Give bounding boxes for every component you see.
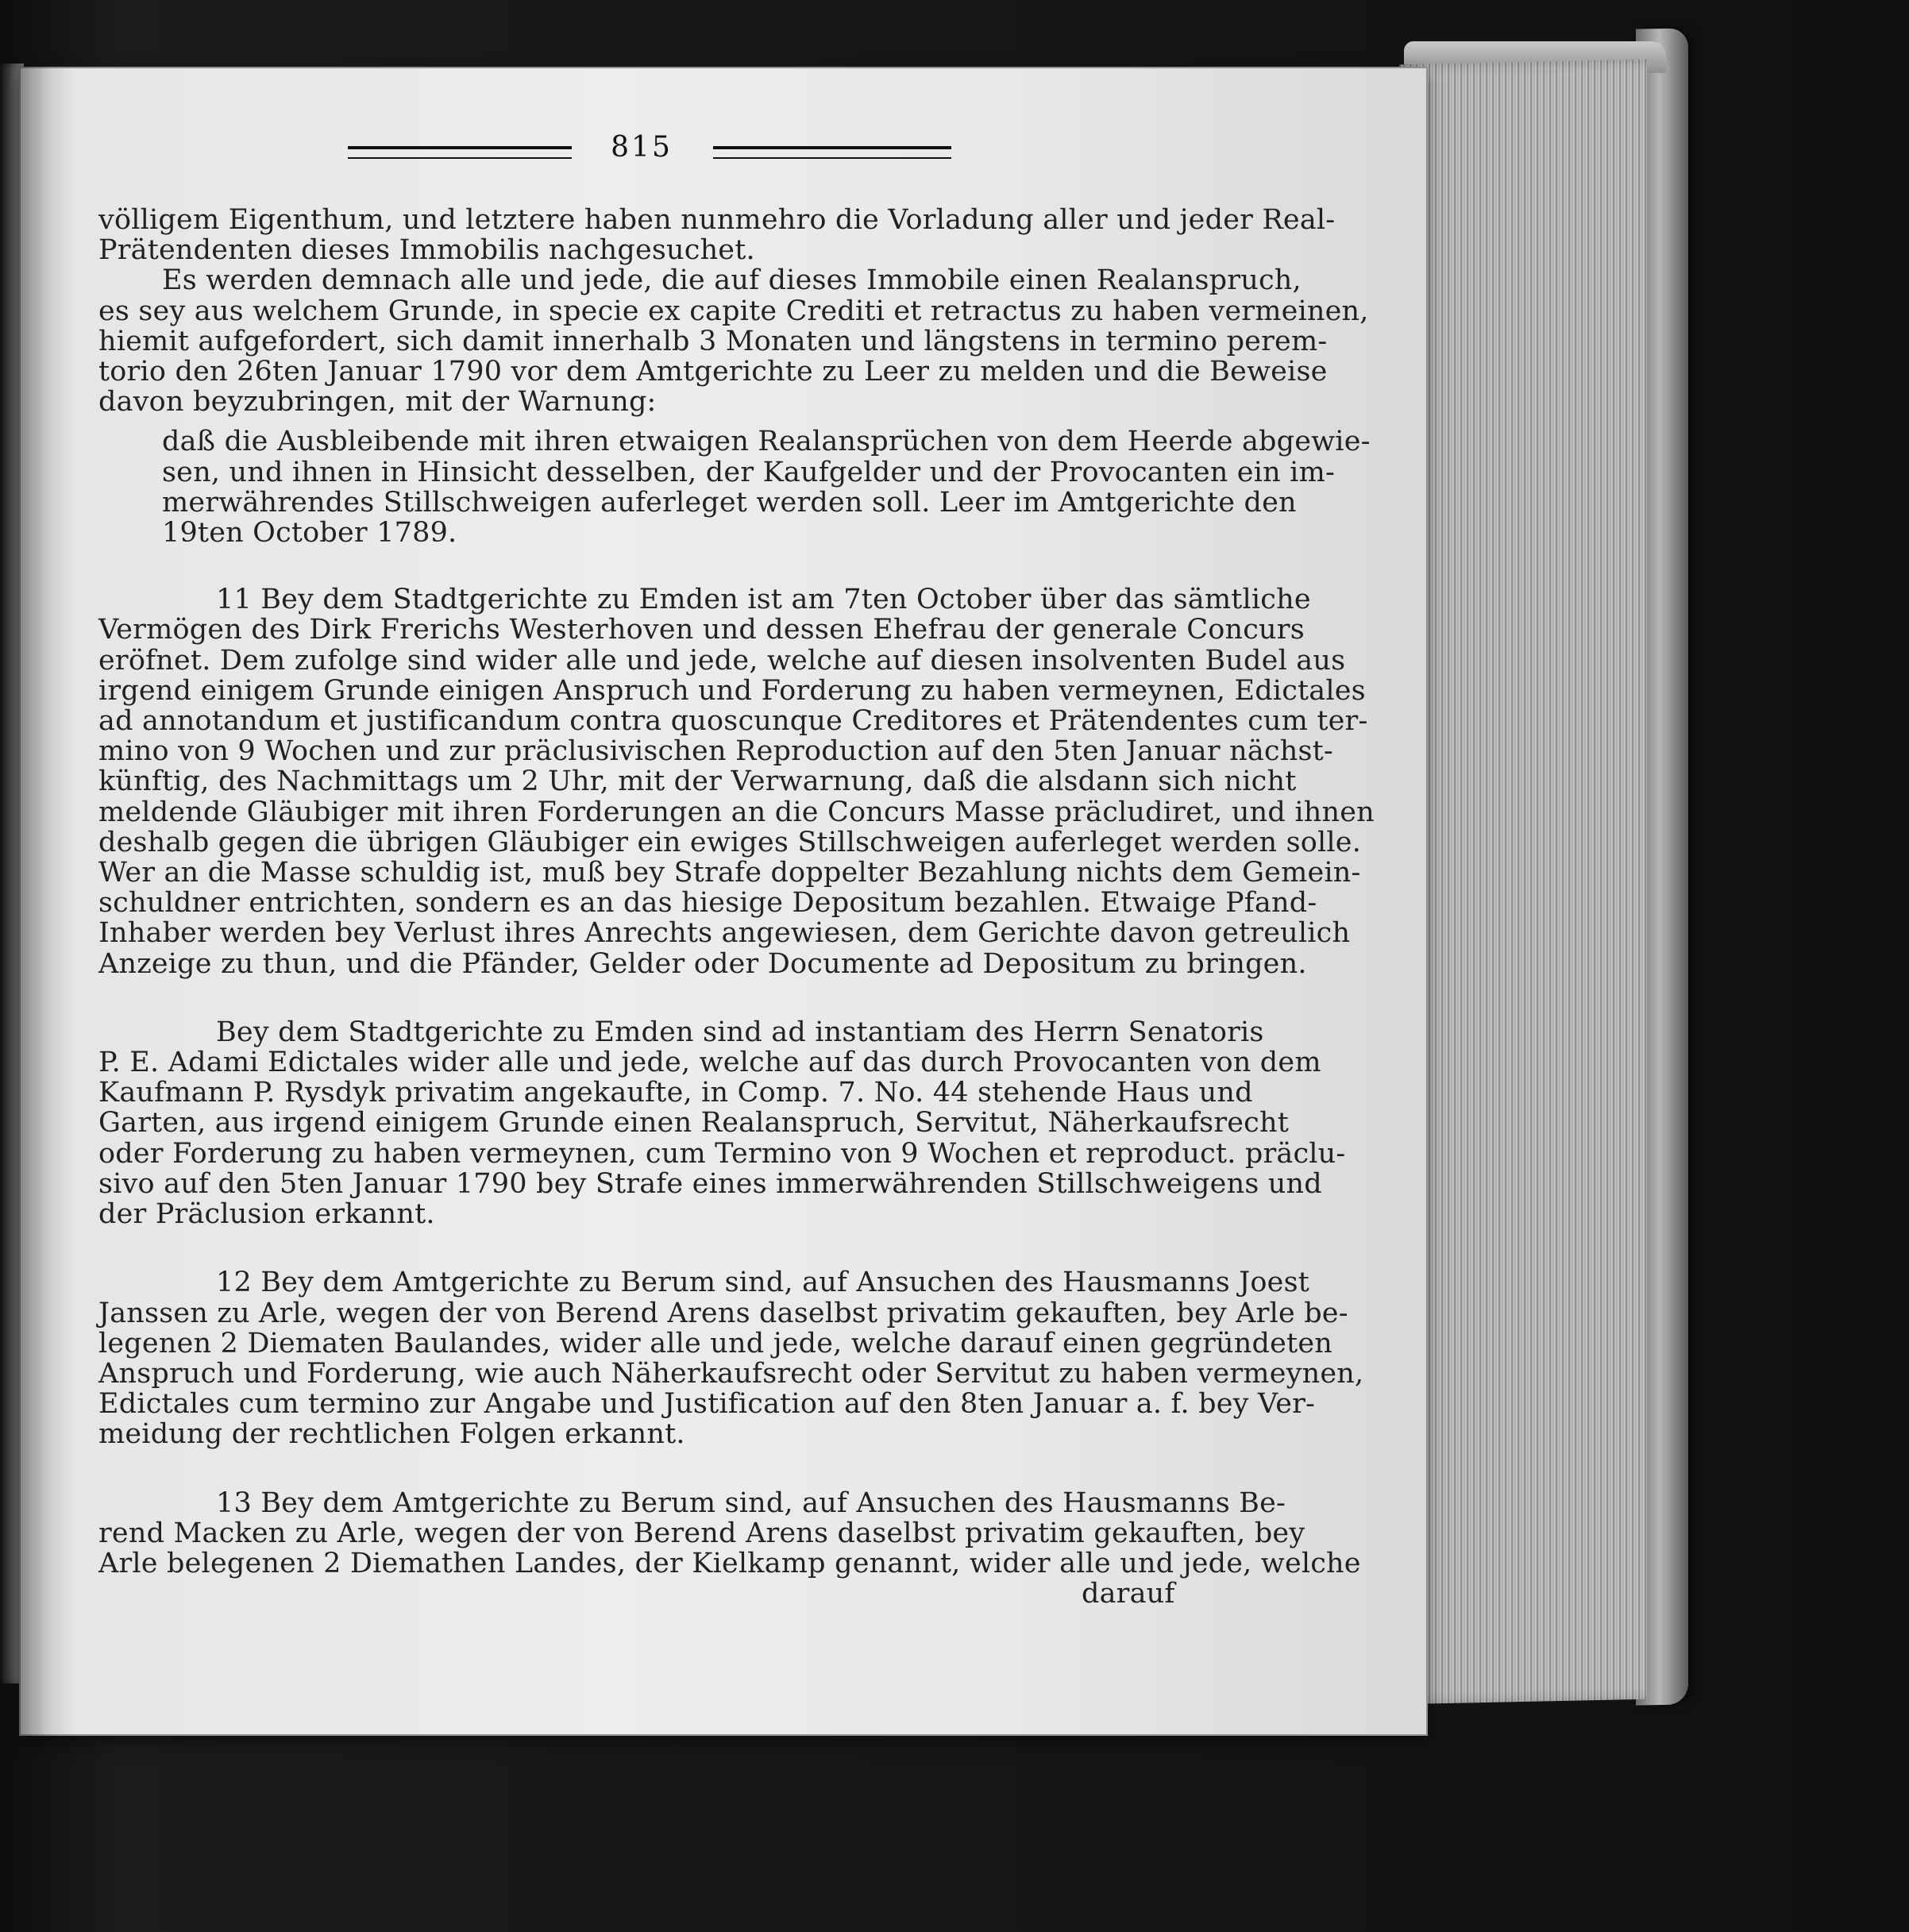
text-line: 19ten October 1789. bbox=[162, 517, 457, 550]
paragraph-spacer bbox=[98, 1229, 1210, 1267]
paragraph-11 bbox=[98, 614, 1375, 980]
text-line: der Präclusion erkannt. bbox=[98, 1198, 435, 1231]
text-line: eröfnet. Dem zufolge sind wider alle und jede, welche auf diesen insolventen Budel aus bbox=[98, 644, 1346, 677]
page-number: 815 bbox=[611, 131, 673, 164]
page-gutter-shadow bbox=[19, 67, 75, 1736]
catchword-text: darauf bbox=[1082, 1578, 1175, 1610]
text-line: ad annotandum et justificandum contra quoscunque Creditores et Prätendentes cum ter- bbox=[98, 705, 1368, 738]
text-line: mino von 9 Wochen und zur präclusivischen Reproduction auf den 5ten Januar nächst- bbox=[98, 735, 1333, 768]
text-line: 11 Bey dem Stadtgerichte zu Emden ist am 7ten October über das sämtliche bbox=[216, 584, 1311, 616]
page-header bbox=[348, 127, 951, 175]
text-line: Inhaber werden bey Verlust ihres Anrechts angewiesen, dem Gerichte davon getreulich bbox=[98, 917, 1351, 950]
text-line: künftig, des Nachmittags um 2 Uhr, mit der Verwarnung, daß die alsdann sich nicht bbox=[98, 765, 1297, 798]
text-line: torio den 26ten Januar 1790 vor dem Amtgerichte zu Leer zu melden und die Beweise bbox=[98, 356, 1328, 388]
paragraph-spacer bbox=[98, 548, 1210, 584]
paragraph-edictales-first-line bbox=[98, 1016, 1264, 1048]
text-line: sen, und ihnen in Hinsicht desselben, der Kaufgelder und der Provocanten ein im- bbox=[162, 456, 1335, 488]
text-line: 12 Bey dem Amtgerichte zu Berum sind, auf Ansuchen des Hausmanns Joest bbox=[216, 1267, 1310, 1299]
text-line: schuldner entrichten, sondern es an das hiesige Depositum bezahlen. Etwaige Pfand- bbox=[98, 887, 1317, 920]
text-line: Bey dem Stadtgerichte zu Emden sind ad instantiam des Herrn Senatoris bbox=[216, 1016, 1264, 1048]
page-body-text bbox=[98, 204, 1375, 1610]
paragraph-spacer bbox=[98, 979, 1210, 1017]
text-line: völligem Eigenthum, und letztere haben nunmehro die Vorladung aller und jeder Real- bbox=[98, 204, 1336, 236]
text-line: davon beyzubringen, mit der Warnung: bbox=[98, 386, 657, 418]
text-line: Garten, aus irgend einigem Grunde einen Realanspruch, Servitut, Näherkaufsrecht bbox=[98, 1107, 1289, 1140]
text-line: legenen 2 Diematen Baulandes, wider alle und jede, welche darauf einen gegründeten bbox=[98, 1327, 1332, 1359]
text-line: es sey aus welchem Grunde, in specie ex capite Crediti et retractus zu haben vermeinen, bbox=[98, 295, 1369, 327]
header-rule-left bbox=[348, 146, 572, 159]
paragraph-13-first-line bbox=[98, 1487, 1286, 1519]
text-line: rend Macken zu Arle, wegen der von Berend Arens daselbst privatim gekauften, bey bbox=[98, 1517, 1305, 1549]
paragraph-summons bbox=[98, 264, 1302, 297]
text-line: sivo auf den 5ten Januar 1790 bey Strafe eines immerwährenden Stillschweigens und bbox=[98, 1167, 1322, 1200]
text-line: Edictales cum termino zur Angabe und Justification auf den 8ten Januar a. f. bey Ver- bbox=[98, 1388, 1316, 1421]
text-line: Anspruch und Forderung, wie auch Näherkaufsrecht oder Servitut zu haben vermeynen, bbox=[98, 1357, 1364, 1390]
text-line: Kaufmann P. Rysdyk privatim angekaufte, in Comp. 7. No. 44 stehende Haus und bbox=[98, 1077, 1253, 1109]
paragraph-warning bbox=[98, 426, 1371, 550]
paragraph-spacer bbox=[98, 1450, 1210, 1488]
text-line: 13 Bey dem Amtgerichte zu Berum sind, auf Ansuchen des Hausmanns Be- bbox=[216, 1487, 1286, 1519]
text-line: Arle belegenen 2 Diemathen Landes, der Kielkamp genannt, wider alle und jede, welche bbox=[98, 1547, 1361, 1579]
paragraph-edictales bbox=[98, 1047, 1346, 1231]
text-line: Es werden demnach alle und jede, die auf dieses Immobile einen Realanspruch, bbox=[162, 264, 1302, 297]
text-line: irgend einigem Grunde einigen Anspruch und Forderung zu haben vermeynen, Edictales bbox=[98, 674, 1366, 707]
text-line: meidung der rechtlichen Folgen erkannt. bbox=[98, 1418, 685, 1451]
page-stack bbox=[1399, 60, 1647, 1705]
paragraph-continuation bbox=[98, 204, 1336, 267]
text-line: P. E. Adami Edictales wider alle und jede, welche auf das durch Provocanten von dem bbox=[98, 1047, 1321, 1079]
text-line: oder Forderung zu haben vermeynen, cum Termino von 9 Wochen et reproduct. präclu- bbox=[98, 1137, 1346, 1170]
text-line: Prätendenten dieses Immobilis nachgesuchet. bbox=[98, 234, 755, 267]
paragraph-12 bbox=[98, 1297, 1364, 1451]
paragraph-summons-continued bbox=[98, 295, 1369, 418]
catchword bbox=[98, 1579, 1210, 1609]
header-rule-right bbox=[713, 146, 951, 159]
text-line: Janssen zu Arle, wegen der von Berend Arens daselbst privatim gekauften, bey Arle be- bbox=[98, 1297, 1348, 1329]
text-line: hiemit aufgefordert, sich damit innerhalb 3 Monaten und längstens in termino perem- bbox=[98, 325, 1328, 357]
text-line: meldende Gläubiger mit ihren Forderungen an die Concurs Masse präcludiret, und ihnen bbox=[98, 796, 1375, 828]
text-line: Vermögen des Dirk Frerichs Westerhoven und dessen Ehefrau der generale Concurs bbox=[98, 614, 1305, 646]
text-line: merwährendes Stillschweigen auferleget werden soll. Leer im Amtgerichte den bbox=[162, 486, 1297, 519]
text-line: daß die Ausbleibende mit ihren etwaigen Realansprüchen von dem Heerde abgewie- bbox=[162, 426, 1371, 458]
text-line: Wer an die Masse schuldig ist, muß bey Strafe doppelter Bezahlung nichts dem Gemein- bbox=[98, 857, 1361, 889]
paragraph-12-first-line bbox=[98, 1267, 1310, 1299]
paragraph-11-first-line bbox=[98, 584, 1311, 616]
text-line: deshalb gegen die übrigen Gläubiger ein ewiges Stillschweigen auferleget werden solle. bbox=[98, 826, 1362, 858]
text-line: Anzeige zu thun, und die Pfänder, Gelder oder Documente ad Depositum zu bringen. bbox=[98, 947, 1307, 980]
paragraph-13 bbox=[98, 1517, 1361, 1579]
